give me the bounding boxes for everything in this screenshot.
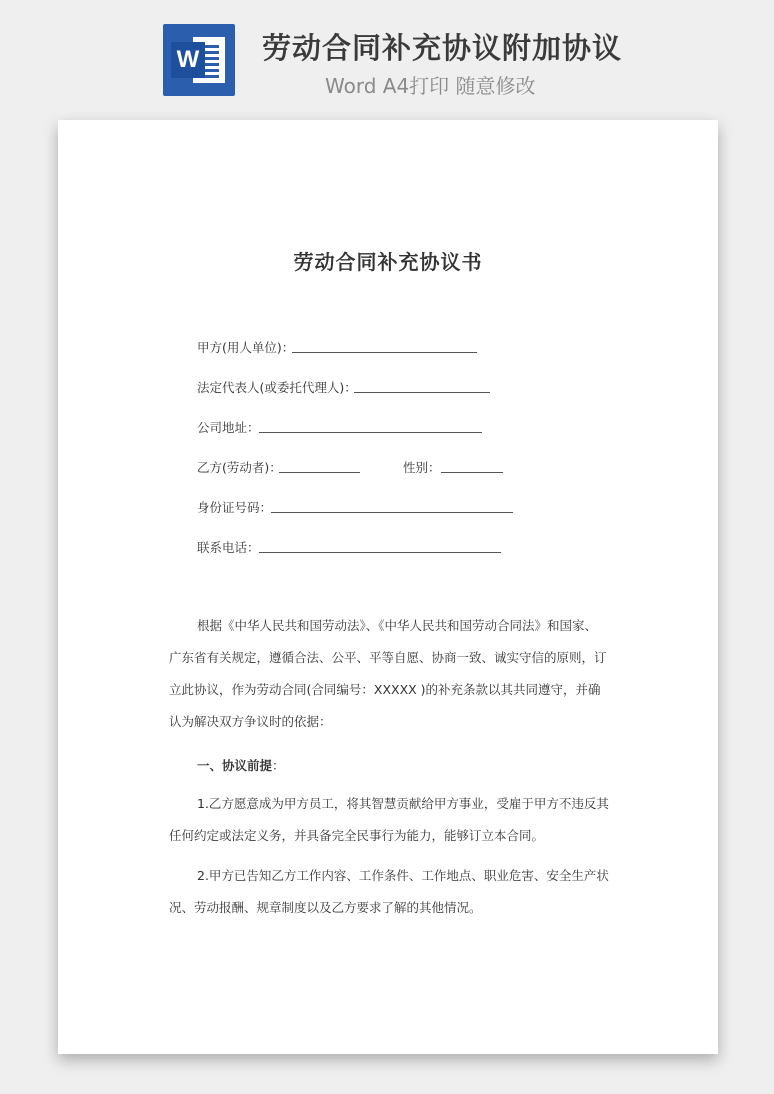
phone-blank[interactable] [259, 552, 501, 553]
legal-rep-label: 法定代表人(或委托代理人)： [197, 380, 357, 395]
party-a-blank[interactable] [292, 352, 477, 353]
phone-label: 联系电话： [197, 540, 260, 555]
section1-item2: 2.甲方已告知乙方工作内容、工作条件、工作地点、职业危害、安全生产状 况、劳动报酬、规章制度以及乙方要求了解的其他情况。 [169, 868, 609, 915]
id-number-label: 身份证号码： [197, 500, 273, 515]
banner [0, 0, 774, 112]
gender-label: 性别： [403, 460, 441, 475]
intro-paragraph: 根据《中华人民共和国劳动法》、《中华人民共和国劳动合同法》和国家、 广东省有关规定，遵循合法、公平、平等自愿、协商一致、诚实守信的原则，订 立此协议，作为劳动合同(合同编号：XXXXX )的补充条款以其共同遵守，并确 认为解决双方争议时的依据： [169, 618, 607, 729]
section1-heading: 一、协议前提： [197, 758, 285, 773]
party-b-blank[interactable] [279, 472, 360, 473]
party-b-label: 乙方(劳动者)： [197, 460, 282, 475]
id-number-blank[interactable] [271, 512, 513, 513]
party-a-label: 甲方(用人单位)： [197, 340, 295, 355]
banner-title: 劳动合同补充协议附加协议 [262, 31, 623, 65]
word-icon [163, 24, 235, 96]
document-title: 劳动合同补充协议书 [293, 250, 483, 274]
document-page [58, 120, 718, 1054]
banner-subtitle: Word A4打印 随意修改 [325, 74, 536, 98]
company-address-blank[interactable] [259, 432, 482, 433]
company-address-label: 公司地址： [197, 420, 260, 435]
word-logo-letter: W [171, 42, 205, 78]
gender-blank[interactable] [441, 472, 503, 473]
section1-item1: 1.乙方愿意成为甲方员工，将其智慧贡献给甲方事业，受雇于甲方不违反其 任何约定或法定义务，并具备完全民事行为能力，能够订立本合同。 [169, 796, 609, 843]
legal-rep-blank[interactable] [354, 392, 490, 393]
